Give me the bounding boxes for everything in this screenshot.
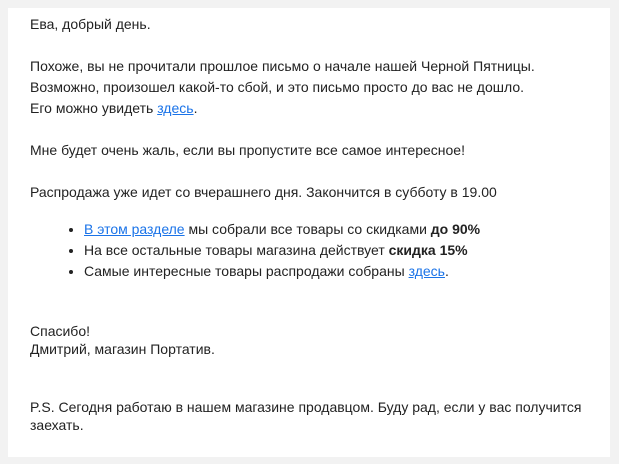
greeting: Ева, добрый день. xyxy=(30,16,151,32)
promo-item-store-text: На все остальные товары магазина действует xyxy=(84,242,389,258)
email-body xyxy=(8,8,610,457)
promo-item-discounts xyxy=(84,219,610,240)
intro-line-3-prefix: Его можно увидеть xyxy=(30,100,158,116)
intro-line-3-suffix: . xyxy=(193,100,198,116)
promo-list xyxy=(30,219,610,282)
promo-item-discounts-text: мы собрали все товары со скидками xyxy=(184,221,431,237)
promo-item-discounts-bold: до 90% xyxy=(430,221,481,237)
regret-text: Мне будет очень жаль, если вы пропустите все самое интересное! xyxy=(30,142,465,158)
promo-item-store-bold: скидка 15% xyxy=(388,242,468,258)
promo-item-highlights xyxy=(84,261,610,282)
intro-line-3 xyxy=(30,98,610,119)
highlights-link[interactable]: здесь xyxy=(408,263,445,279)
postscript-text: P.S. Сегодня работаю в нашем магазине продавцом. Буду рад, если у вас получится заехать. xyxy=(30,399,582,433)
promo-item-highlights-suffix: . xyxy=(444,263,449,279)
signature-name: Дмитрий, магазин Портатив. xyxy=(30,341,215,357)
intro-line-1: Похоже, вы не прочитали прошлое письмо о начале нашей Черной Пятницы. xyxy=(30,58,535,74)
promo-item-store-discount xyxy=(84,240,610,261)
signature-thanks: Спасибо! xyxy=(30,323,90,339)
intro-line-2: Возможно, произошел какой-то сбой, и это письмо просто до вас не дошло. xyxy=(30,79,524,95)
sale-status-text: Распродажа уже идет со вчерашнего дня. Закончится в субботу в 19.00 xyxy=(30,184,497,200)
promo-item-highlights-text: Самые интересные товары распродажи собраны xyxy=(84,263,409,279)
signature xyxy=(30,322,610,358)
discount-section-link[interactable]: В этом разделе xyxy=(84,221,185,237)
previous-email-link[interactable]: здесь xyxy=(157,100,194,116)
postscript xyxy=(30,398,610,434)
